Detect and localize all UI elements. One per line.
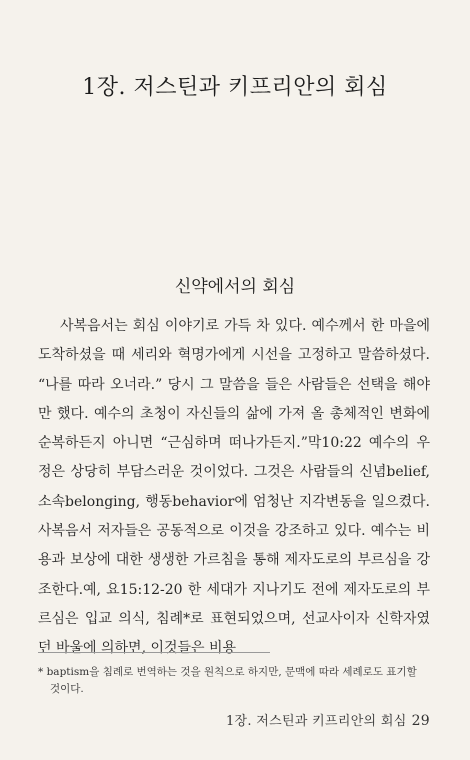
page-footer <box>226 710 430 729</box>
running-head: 1장. 저스틴과 키프리안의 회심 <box>225 714 407 729</box>
footnote-divider <box>38 652 270 653</box>
body-paragraph <box>38 312 430 664</box>
chapter-title: 1장. 저스틴과 키프리안의 회심 <box>82 75 388 100</box>
body-paragraph-text: 사복음서는 회심 이야기로 가득 차 있다. 예수께서 한 마을에 도착하셨을 때 세리와 혁명가에게 시선을 고정하고 말씀하셨다. “나를 따라 오너라.” 당시 그 말씀을 들은 사람들은 선택을 해야만 했다. 예수의 초청이 자신들의 삶에 가져 올 총체적인 변화에 순복하든지 아니면 “근심하며 떠나가든지.”막10:22 예수의 우정은 상당히 부담스러운 것이었다. 그것은 사람들의 신념belief, 소속belonging, 행동behavior에 엄청난 지각변동을 일으켰다. 사복음서 저자들은 공동적으로 이것을 강조하고 있다. 예수는 비용과 보상에 대한 생생한 가르침을 통해 제자도로의 부르심을 강조한다.예, 요15:12-20 한 세대가 지나기도 전에 제자도로의 부르심은 입교 의식, 침례*로 표현되었으며, 선교사이자 신학자였던 바울에 의하면, 이것들은 비용 <box>38 318 430 657</box>
page-number: 29 <box>411 713 430 729</box>
section-heading: 신약에서의 회심 <box>174 277 296 297</box>
footnote: * baptism을 침례로 번역하는 것을 원칙으로 하지만, 문맥에 따라 세례로도 표기할 것이다. <box>38 666 417 695</box>
